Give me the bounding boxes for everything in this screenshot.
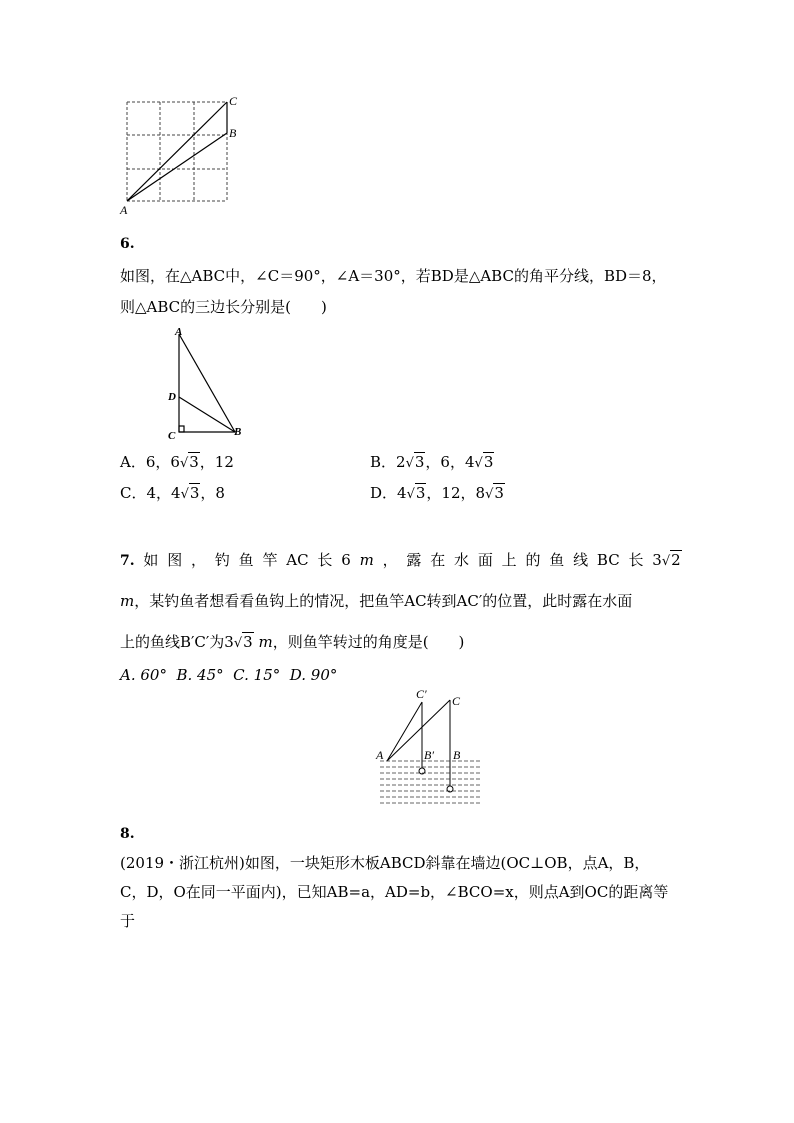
triangle-label-d: D (168, 391, 176, 403)
segment-ac (127, 102, 227, 201)
segment-ab (127, 133, 227, 201)
question-7-choices: A. 60° B. 45° C. 15° D. 90° (120, 666, 338, 684)
rod-label-c-prime: C′ (416, 687, 427, 701)
triangle-label-b: B (234, 426, 242, 438)
question-6-line-1: 如图，在△ABC中，∠C＝90°，∠A＝30°，若BD是△ABC的角平分线，BD＝8， (120, 267, 667, 285)
option-a: A．6，6√3，12 (120, 453, 234, 471)
option-c: C．4，4√3，8 (120, 484, 225, 502)
question-8-line-2: C，D，O在同一平面内)，已知AB=a，AD=b，∠BCO=x，则点A到OC的距离等 (120, 883, 669, 901)
question-7-line-2: m，某钓鱼者想看看鱼钩上的情况，把鱼竿AC转到AC′的位置，此时露在水面 (120, 592, 633, 610)
grid-figure (110, 90, 260, 220)
grid-label-b: B (229, 126, 237, 140)
question-6-number: 6. (120, 236, 135, 252)
rod-label-a: A (376, 748, 384, 762)
rod-label-c: C (452, 694, 461, 708)
option-b: B．2√3，6，4√3 (370, 453, 494, 471)
rod-label-b: B (453, 748, 461, 762)
question-7-line-1: 7. 如 图 ， 钓 鱼 竿 AC 长 6 m ， 露 在 水 面 上 的 鱼 线 BC 长 3√2 (120, 551, 681, 569)
triangle-label-c: C (168, 430, 176, 442)
option-d: D．4√3，12，8√3 (370, 484, 504, 502)
question-6-line-2: 则△ABC的三边长分别是( ) (120, 298, 327, 316)
question-8-number: 8. (120, 826, 135, 842)
question-7-line-3: 上的鱼线B′C′为3√3 m，则鱼竿转过的角度是( ) (120, 633, 465, 651)
question-8-line-1: (2019・浙江杭州)如图，一块矩形木板ABCD斜靠在墙边(OC⊥OB，点A，B， (120, 854, 650, 872)
grid-label-c: C (229, 94, 238, 108)
grid-label-a: A (120, 203, 128, 217)
rod-label-b-prime: B′ (424, 748, 434, 762)
question-8-line-3: 于 (120, 912, 136, 930)
right-triangle-figure (160, 322, 260, 446)
triangle-label-a: A (175, 326, 183, 338)
